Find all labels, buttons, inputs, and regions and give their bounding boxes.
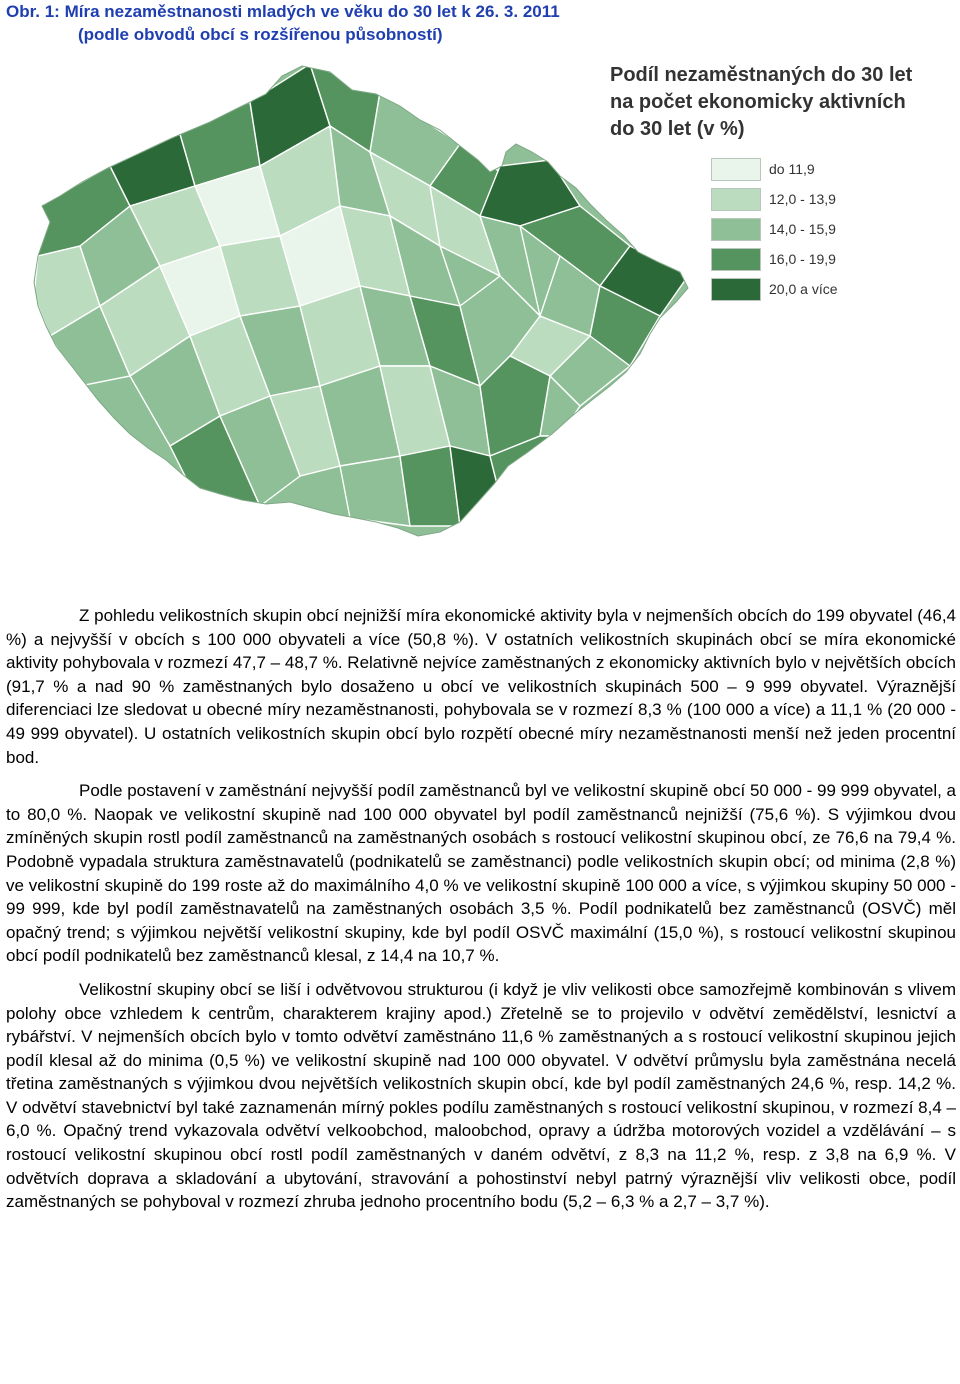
legend-item — [711, 278, 941, 302]
paragraph: Z pohledu velikostních skupin obcí nejnižší míra ekonomické aktivity byla v nejmenších obcích do 199 obyvatel (46,4 %) a nejvyšší v obcích s 100 000 obyvateli a více (50,8 %). V ostatních velikostních skupinách obcí se míra ekonomické aktivity pohybovala v rozmezí 47,7 – 48,7 %. Relativně nejvíce zaměstnaných z ekonomicky aktivních bylo v největších obcích (91,7 % a nad 90 % zaměstnaných bylo dosaženo u obcí ve velikostních skupinách 500 – 9 999 obyvatel. Výraznější diferenciaci lze sledovat u obecné míry nezaměstnanosti, pohybovala se v rozmezí 8,3 % (100 000 a více) a 11,1 % (20 000 - 49 999 obyvatel). U ostatních velikostních skupin obcí bylo rozpětí obecné míry nezaměstnanosti menší než jeden procentní bod. — [6, 606, 956, 767]
figure-caption-line-2: (podle obvodů obcí s rozšířenou působností) — [78, 25, 443, 44]
unemployment-map — [20, 56, 710, 556]
legend-item — [711, 248, 941, 272]
legend-label: 14,0 - 15,9 — [769, 221, 836, 237]
legend-swatch — [711, 158, 761, 181]
figure-caption-line-1: Obr. 1: Míra nezaměstnanosti mladých ve věku do 30 let k 26. 3. 2011 — [6, 2, 560, 21]
legend-item — [711, 188, 941, 212]
legend-label: 20,0 a více — [769, 281, 838, 297]
paragraph: Podle postavení v zaměstnání nejvyšší podíl zaměstnanců byl ve velikostní skupině obcí 50 000 - 99 999 obyvatel, a to 80,0 %. Naopak ve velikostní skupině nad 100 000 obyvatel byl podíl zaměstnanců nejnižší (75,6 %). S výjimkou dvou zmíněných skupin rostl podíl zaměstnanců na zaměstnaných osobách s rostoucí velikostní skupinou obcí, ze 76,6 na 79,4 %. Podobně vypadala struktura zaměstnavatelů (podnikatelů se zaměstnanci) podle velikostních skupin obcí; od minima (2,8 %) ve velikostní skupině do 199 roste až do maximálního 4,0 % ve velikostní skupině 100 000 a více, s výjimkou skupiny 50 000 - 99 999, kde byl podíl zaměstnavatelů na zaměstnaných osobách 3,5 %. Podíl podnikatelů bez zaměstnanců (OSVČ) měl opačný trend; s výjimkou největší velikostní skupiny, kde byl podíl OSVČ maximální (15,0 %), s rostoucí velikostní skupinou obcí podíl podnikatelů bez zaměstnanců klesal, z 14,4 na 10,7 %. — [6, 781, 956, 966]
legend-label: do 11,9 — [769, 161, 815, 177]
legend-label: 12,0 - 13,9 — [769, 191, 836, 207]
legend-title — [610, 62, 950, 143]
legend-item — [711, 158, 941, 182]
legend-item — [711, 218, 941, 242]
legend-swatch — [711, 218, 761, 241]
legend-title-line-2: na počet ekonomicky aktivních — [610, 91, 906, 113]
legend-swatch — [711, 248, 761, 271]
legend-title-line-3: do 30 let (v %) — [610, 118, 745, 140]
legend-label: 16,0 - 19,9 — [769, 251, 836, 267]
figure-caption — [6, 0, 956, 46]
body-text — [6, 604, 956, 1214]
legend-title-line-1: Podíl nezaměstnaných do 30 let — [610, 64, 913, 86]
paragraph: Velikostní skupiny obcí se liší i odvětvovou strukturou (i když je vliv velikosti obce samozřejmě kombinován s vlivem polohy obce vzhledem k centrům, charakterem krajiny apod.) Zřetelně se to projevilo v odvětví zemědělství, lesnictví a rybářství. V nejmenších obcích bylo v tomto odvětví zaměstnáno 11,6 % zaměstnaných a s rostoucí velikostní skupinou jejich podíl klesal až do minima (0,5 %) ve velikostní skupině nad 100 000 obyvatel. V odvětví průmyslu byla zaměstnána necelá třetina zaměstnaných s výjimkou dvou největších velikostních skupin obcí, kde byl podíl zaměstnaných 24,6 %, resp. 14,2 %. V odvětví stavebnictví byl také zaznamenán mírný pokles podílu zaměstnaných s rostoucí velikostní skupinou, v rozmezí 8,4 – 6,0 %. Opačný trend vykazovala odvětví velkoobchod, maloobchod, opravy a údržba motorových vozidel a vzdělávání – s rostoucí velikostní skupinou obcí rostl podíl zaměstnaných v daném odvětví, z 8,3 na 11,2 %, resp. z 3,8 na 6,9 %. V odvětvích doprava a skladování a ubytování, stravování a pohostinství nebyl patrný výraznější vliv velikosti obce, podíl zaměstnaných se pohyboval v rozmezí zhruba jednoho procentního bodu (5,2 – 6,3 % a 2,7 – 3,7 %). — [6, 979, 956, 1212]
legend-swatch — [711, 278, 761, 301]
legend-swatch — [711, 188, 761, 211]
